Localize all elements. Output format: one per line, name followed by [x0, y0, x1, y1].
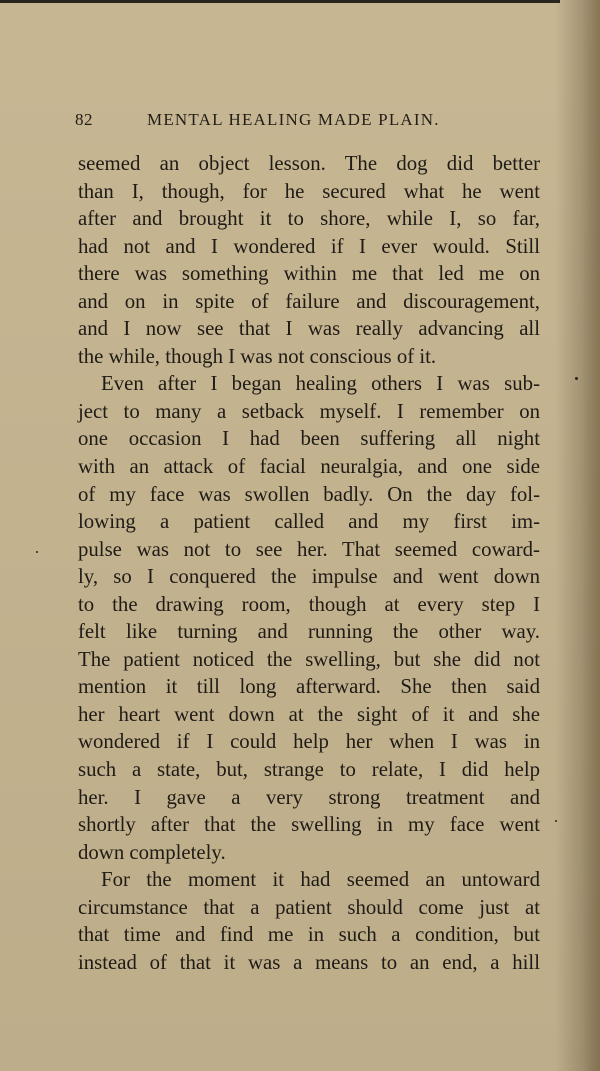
text-line: there was something within me that led me on — [78, 262, 540, 286]
text-line: shortly after that the swelling in my face went — [78, 813, 540, 837]
text-line: one occasion I had been suffering all night — [78, 427, 540, 451]
text-line: had not and I wondered if I ever would. Still — [78, 234, 540, 258]
paper-speck — [555, 820, 557, 822]
text-line: seemed an object lesson. The dog did better — [78, 152, 540, 175]
text-line: than I, though, for he secured what he went — [78, 179, 540, 203]
text-line: ly, so I conquered the impulse and went down — [78, 565, 540, 589]
page-gutter-shadow — [582, 0, 600, 1071]
text-line: and on in spite of failure and discouragement, — [78, 289, 540, 313]
text-line: mention it till long afterward. She then said — [78, 675, 540, 699]
running-head-title: MENTAL HEALING MADE PLAIN. — [147, 110, 440, 129]
text-line: to the drawing room, though at every step I — [78, 592, 540, 616]
text-line: her heart went down at the sight of it and she — [78, 702, 540, 726]
body-text — [78, 150, 540, 976]
text-line: lowing a patient called and my first im- — [78, 510, 540, 534]
text-line: and I now see that I was really advancing all — [78, 317, 540, 341]
text-line: ject to many a setback myself. I remember on — [78, 399, 540, 423]
text-line: with an attack of facial neuralgia, and one side — [78, 455, 540, 479]
text-line: instead of that it was a means to an end, a hill — [78, 950, 540, 974]
text-line: after and brought it to shore, while I, so far, — [78, 207, 540, 231]
text-line: the while, though I was not conscious of it. — [78, 344, 437, 368]
paragraph-first-line: Even after I began healing others I was sub- — [101, 372, 540, 396]
text-line: wondered if I could help her when I was in — [78, 730, 540, 754]
text-line: that time and find me in such a condition, but — [78, 923, 540, 947]
text-line: circumstance that a patient should come just at — [78, 895, 540, 919]
page-top-edge — [0, 0, 560, 3]
text-line: such a state, but, strange to relate, I did help — [78, 758, 540, 782]
text-line: of my face was swollen badly. On the day fol- — [78, 482, 540, 506]
page-number: 82 — [75, 110, 93, 129]
text-line: felt like turning and running the other way. — [78, 620, 540, 644]
text-line: down completely. — [78, 840, 226, 864]
paragraph-first-line: For the moment it had seemed an untoward — [101, 868, 540, 892]
paper-speck — [36, 551, 38, 553]
paper-speck — [575, 377, 578, 380]
text-line: her. I gave a very strong treatment and — [78, 785, 540, 809]
text-line: pulse was not to see her. That seemed coward- — [78, 537, 540, 561]
text-line: The patient noticed the swelling, but she did not — [78, 647, 540, 671]
running-head — [75, 110, 545, 134]
